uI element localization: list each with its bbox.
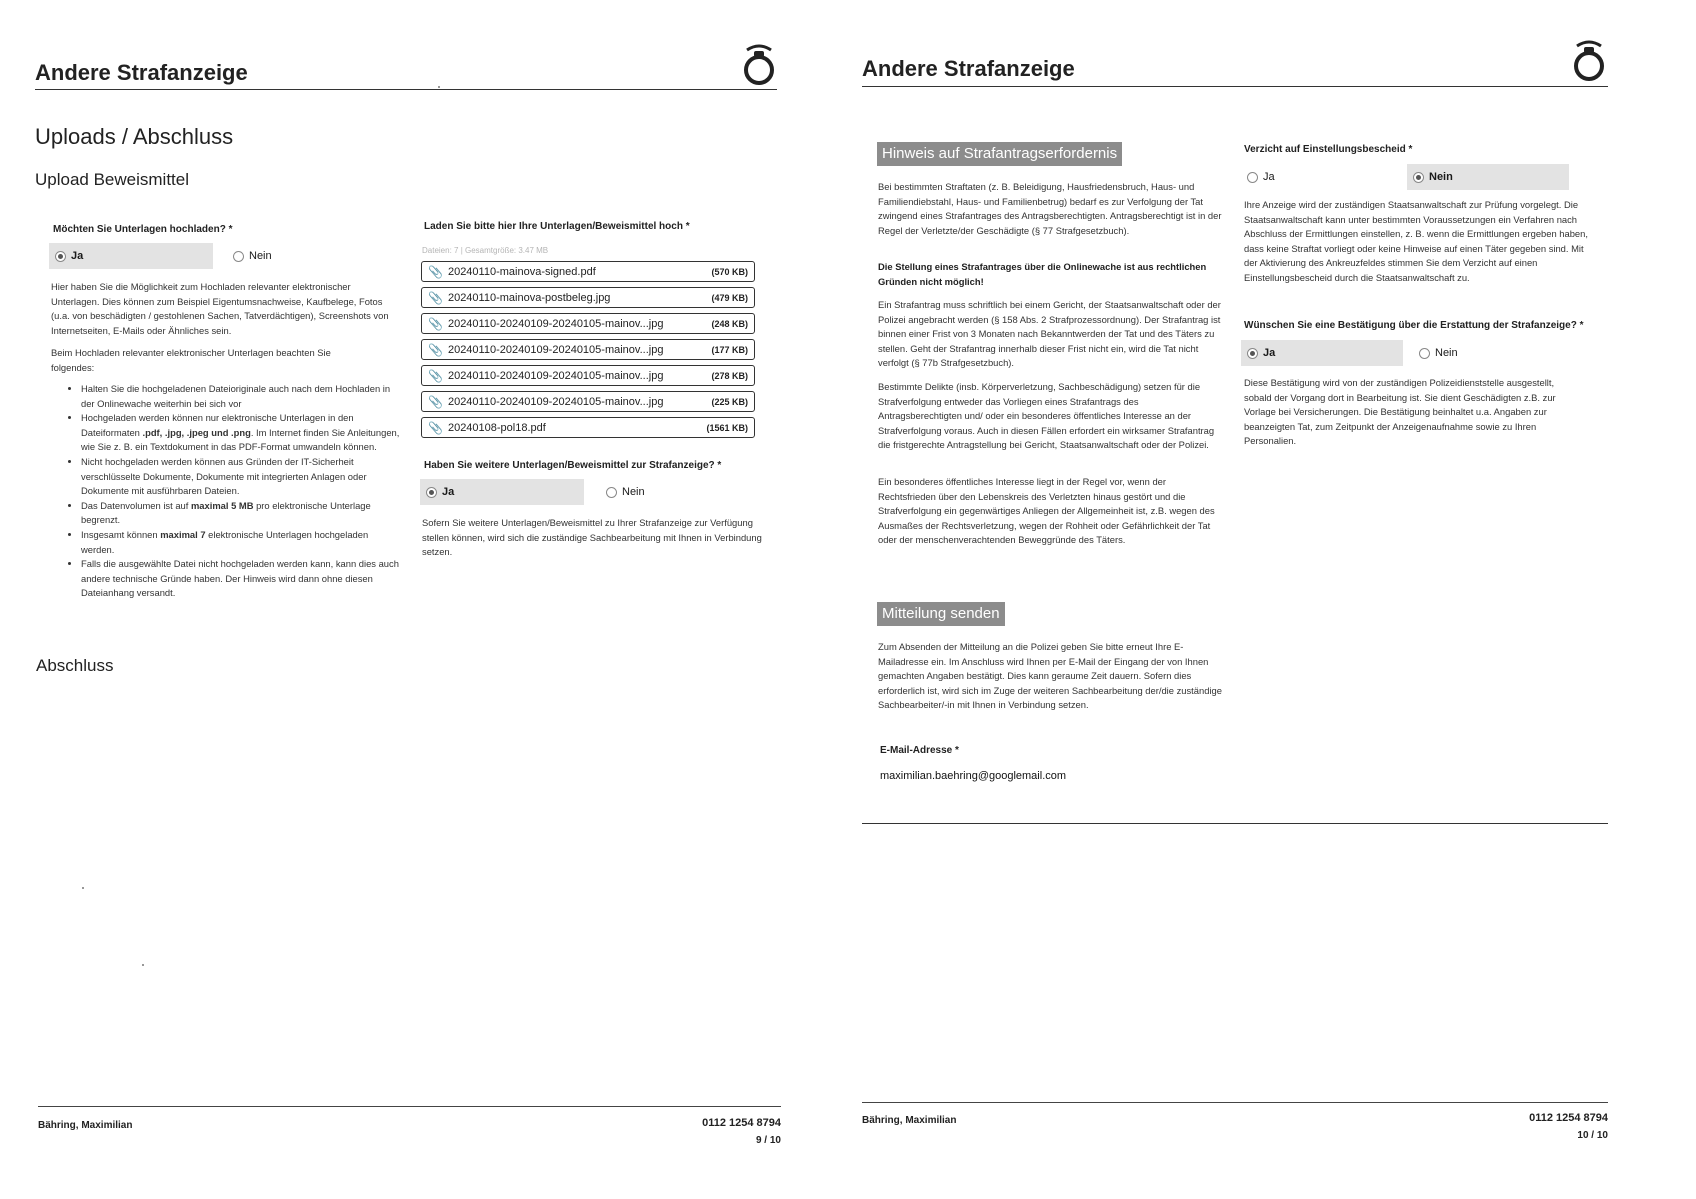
hinweis-paragraph-2: Die Stellung eines Strafantrages über die Onlinewache ist aus rechtlichen Gründen nicht möglich!	[878, 261, 1207, 287]
subsection-title: Upload Beweismittel	[35, 170, 190, 189]
paperclip-icon: 📎	[428, 394, 443, 409]
verzicht-text: Ihre Anzeige wird der zuständigen Staatsanwaltschaft zur Prüfung vorgelegt. Die Staatsanwaltschaft kann unter bestimmten Voraussetzungen ein Verfahren nach Abschluss der Ermittlungen einstellen, z. B. wenn die Ermittlungen ergeben haben, dass keine Straftat vorliegt oder keine Hinweise auf einen Täter gegeben sind. Mit der Aktivierung des Ankreuzfeldes stimmen Sie dem Verzicht auf einen Einstellungsbescheid durch die Staatsanwaltschaft zu.	[1244, 199, 1588, 283]
upload-question-label: Möchten Sie Unterlagen hochladen? *	[53, 224, 233, 235]
footer-name: Bähring, Maximilian	[38, 1120, 133, 1131]
radio-label: Ja	[442, 486, 455, 498]
page-header-title: Andere Strafanzeige	[862, 56, 1075, 81]
verzicht-no-radio[interactable]	[1407, 164, 1569, 190]
upload-rules-list	[51, 382, 401, 601]
radio-label: Ja	[1263, 347, 1276, 359]
content-end-divider	[862, 823, 1608, 824]
footer-page-number: 9 / 10	[755, 1135, 781, 1146]
upload-files-label: Laden Sie bitte hier Ihre Unterlagen/Beweismittel hoch *	[424, 221, 690, 232]
list-item: • Das Datenvolumen ist auf maximal 5 MB pro elektronische Unterlage begrenzt.	[81, 499, 401, 528]
email-field-label: E-Mail-Adresse *	[880, 745, 959, 756]
scan-speck	[82, 887, 84, 889]
more-evidence-question-label: Haben Sie weitere Unterlagen/Beweismittel zur Strafanzeige? *	[424, 460, 722, 471]
header-divider	[862, 86, 1608, 87]
list-item: • Halten Sie die hochgeladenen Dateioriginale auch nach dem Hochladen in der Onlinewache weiterhin bei sich vor	[81, 382, 401, 411]
bestaetigung-text: Diese Bestätigung wird von der zuständigen Polizeidienststelle ausgestellt, sobald der Vorgang dort in Bearbeitung ist. Sie dient Geschädigten z.B. zur Vorlage bei Versicherungen. Die Bestätigung beinhaltet u.a. Angaben zur beanzeigten Tat, zum Zeitpunkt der Anzeigenaufnahme sowie zu Ihren Personalien.	[1244, 377, 1556, 447]
hinweis-section-badge: Hinweis auf Strafantragserfordernis	[877, 142, 1122, 166]
footer-case-number: 0112 1254 8794	[702, 1117, 781, 1129]
radio-dot-icon	[55, 251, 66, 262]
bestaetigung-yes-radio[interactable]	[1241, 340, 1403, 366]
more-evidence-yes-radio[interactable]	[420, 479, 584, 505]
footer-divider	[862, 1102, 1608, 1103]
footer-case-number: 0112 1254 8794	[1529, 1112, 1608, 1124]
paperclip-icon: 📎	[428, 264, 443, 279]
section-title: Uploads / Abschluss	[35, 124, 234, 149]
verzicht-question-label: Verzicht auf Einstellungsbescheid *	[1244, 144, 1413, 155]
bestaetigung-radio-group	[1241, 340, 1571, 366]
radio-dot-icon	[1247, 348, 1258, 359]
upload-no-radio[interactable]	[227, 243, 337, 269]
uploaded-file[interactable]: 📎 20240110-mainova-postbeleg.jpg (479 KB)	[421, 287, 755, 308]
verzicht-yes-radio[interactable]	[1241, 164, 1391, 190]
abschluss-title: Abschluss	[36, 656, 114, 675]
radio-dot-icon	[606, 487, 617, 498]
more-evidence-radio-group	[420, 479, 720, 505]
header-divider	[35, 89, 777, 90]
email-field[interactable]: maximilian.baehring@googlemail.com	[880, 770, 1067, 782]
page-10	[848, 0, 1696, 1199]
paperclip-icon: 📎	[428, 342, 443, 357]
upload-intro-text: Hier haben Sie die Möglichkeit zum Hochladen relevanter elektronischer Unterlagen. Dies können zum Beispiel Eigentumsnachweise, Kaufbelege, Fotos (u.a. von beschädigten / gestohlenen Sachen, Tatverdächtigen), Screenshots von Internetseiten, E-Mails oder Ähnliches sein.	[51, 281, 389, 336]
radio-dot-icon	[233, 251, 244, 262]
paperclip-icon: 📎	[428, 290, 443, 305]
paperclip-icon: 📎	[428, 420, 443, 435]
mitteilung-section-badge: Mitteilung senden	[877, 602, 1005, 626]
uploaded-file[interactable]: 📎 20240110-mainova-signed.pdf (570 KB)	[421, 261, 755, 282]
scan-speck	[142, 964, 144, 966]
radio-label: Nein	[249, 250, 272, 262]
more-evidence-text: Sofern Sie weitere Unterlagen/Beweismittel zu Ihrer Strafanzeige zur Verfügung stellen können, wird sich die zuständige Sachbearbeitung mit Ihnen in Verbindung setzen.	[422, 517, 762, 558]
radio-dot-icon	[426, 487, 437, 498]
upload-notice-intro: Beim Hochladen relevanter elektronischer Unterlagen beachten Sie folgendes:	[51, 347, 331, 373]
list-item: • Falls die ausgewählte Datei nicht hochgeladen werden kann, kann dies auch andere technische Gründe haben. Der Hinweis wird dann ohne diesen Dateianhang versandt.	[81, 557, 401, 601]
more-evidence-no-radio[interactable]	[600, 479, 710, 505]
police-logo-icon	[742, 40, 776, 86]
paperclip-icon: 📎	[428, 316, 443, 331]
mitteilung-text: Zum Absenden der Mitteilung an die Polizei geben Sie bitte erneut Ihre E-Mailadresse ein. Im Anschluss wird Ihnen per E-Mail der Eingang der von Ihnen gemachten Angaben bestätigt. Dies kann geraume Zeit dauern. Sofern dies erforderlich ist, wird sich im Zuge der weiteren Sachbearbeitung der/die zuständige Sachbearbeiter/-in mit Ihnen in Verbindung setzen.	[878, 641, 1222, 711]
list-item: • Hochgeladen werden können nur elektronische Unterlagen in den Dateiformaten .pdf, .jpg, .jpeg und .png. Im Internet finden Sie Anleitungen, wie Sie z. B. ein Textdokument in das PDF-Format umwandeln können.	[81, 411, 401, 455]
footer-divider	[38, 1106, 781, 1107]
paperclip-icon: 📎	[428, 368, 443, 383]
bestaetigung-no-radio[interactable]	[1413, 340, 1533, 366]
verzicht-radio-group	[1241, 164, 1571, 190]
radio-label: Ja	[71, 250, 84, 262]
hinweis-paragraph-4: Bestimmte Delikte (insb. Körperverletzung, Sachbeschädigung) setzen für die Strafverfolgung entweder das Vorliegen eines Strafantrags des Antragsberechtigten und/ oder ein besonderes öffentliches Interesse an der Strafverfolgung voraus. Auch in diesen Fällen erfordert ein wirksamer Strafantrag die fristgerechte Antragstellung bei Gericht, Staatsanwaltschaft oder der Polizei.	[878, 381, 1215, 451]
list-item: • Insgesamt können maximal 7 elektronische Unterlagen hochgeladen werden.	[81, 528, 401, 557]
uploaded-file[interactable]: 📎 20240108-pol18.pdf (1561 KB)	[421, 417, 755, 438]
radio-label: Nein	[1435, 347, 1458, 359]
radio-label: Nein	[1429, 171, 1453, 183]
uploaded-file[interactable]: 📎 20240110-20240109-20240105-mainov...jpg (278 KB)	[421, 365, 755, 386]
upload-yes-radio[interactable]	[49, 243, 213, 269]
hinweis-paragraph-1: Bei bestimmten Straftaten (z. B. Beleidigung, Hausfriedensbruch, Haus- und Familiendiebstahl, Haus- und Familienbetrug) bedarf es zur Verfolgung der Tat zwingend eines Strafantrages des Antragsberechtigten. Antragsberechtigt ist in der Regel der Verletzte/der Geschädigte (§ 77 Strafgesetzbuch).	[878, 181, 1222, 236]
bestaetigung-question-label: Wünschen Sie eine Bestätigung über die Erstattung der Strafanzeige? *	[1244, 320, 1584, 331]
uploaded-file[interactable]: 📎 20240110-20240109-20240105-mainov...jpg (248 KB)	[421, 313, 755, 334]
hinweis-paragraph-3: Ein Strafantrag muss schriftlich bei einem Gericht, der Staatsanwaltschaft oder der Polizei angebracht werden (§ 158 Abs. 2 Strafprozessordnung). Der Strafantrag ist binnen einer Frist von 3 Monaten nach Bekanntwerden der Tat und des Täters zu stellen. Geht der Strafantrag innerhalb dieser Frist nicht ein, wird die Tat nicht verfolgt (§ 77b Strafgesetzbuch).	[878, 299, 1221, 369]
list-item: • Nicht hochgeladen werden können aus Gründen der IT-Sicherheit verschlüsselte Dokumente, Dokumente mit integrierten Anlagen oder Dokumente mit ausführbaren Dateien.	[81, 455, 401, 499]
scan-speck	[438, 86, 440, 88]
radio-dot-icon	[1419, 348, 1430, 359]
radio-label: Ja	[1263, 171, 1275, 183]
uploaded-file[interactable]: 📎 20240110-20240109-20240105-mainov...jpg (177 KB)	[421, 339, 755, 360]
footer-page-number: 10 / 10	[1577, 1130, 1608, 1141]
page-header-title: Andere Strafanzeige	[35, 60, 248, 85]
upload-question-radio-group	[49, 243, 349, 269]
radio-dot-icon	[1247, 172, 1258, 183]
hinweis-paragraph-5: Ein besonderes öffentliches Interesse liegt in der Regel vor, wenn der Rechtsfrieden über den Lebenskreis des Verletzten hinaus gestört und die Strafverfolgung ein gegenwärtiges Anliegen der Allgemeinheit ist, z.B. wegen des Ausmaßes der Rechtsverletzung, wegen der Rohheit oder Gefährlichkeit der Tat oder der menschenverachtenden Beweggründe des Täters.	[878, 476, 1215, 546]
upload-meta: Dateien: 7 | Gesamtgröße: 3.47 MB	[422, 246, 549, 255]
uploaded-file[interactable]: 📎 20240110-20240109-20240105-mainov...jpg (225 KB)	[421, 391, 755, 412]
footer-name: Bähring, Maximilian	[862, 1115, 957, 1126]
police-logo-icon	[1572, 36, 1606, 82]
radio-dot-icon	[1413, 172, 1424, 183]
radio-label: Nein	[622, 486, 645, 498]
